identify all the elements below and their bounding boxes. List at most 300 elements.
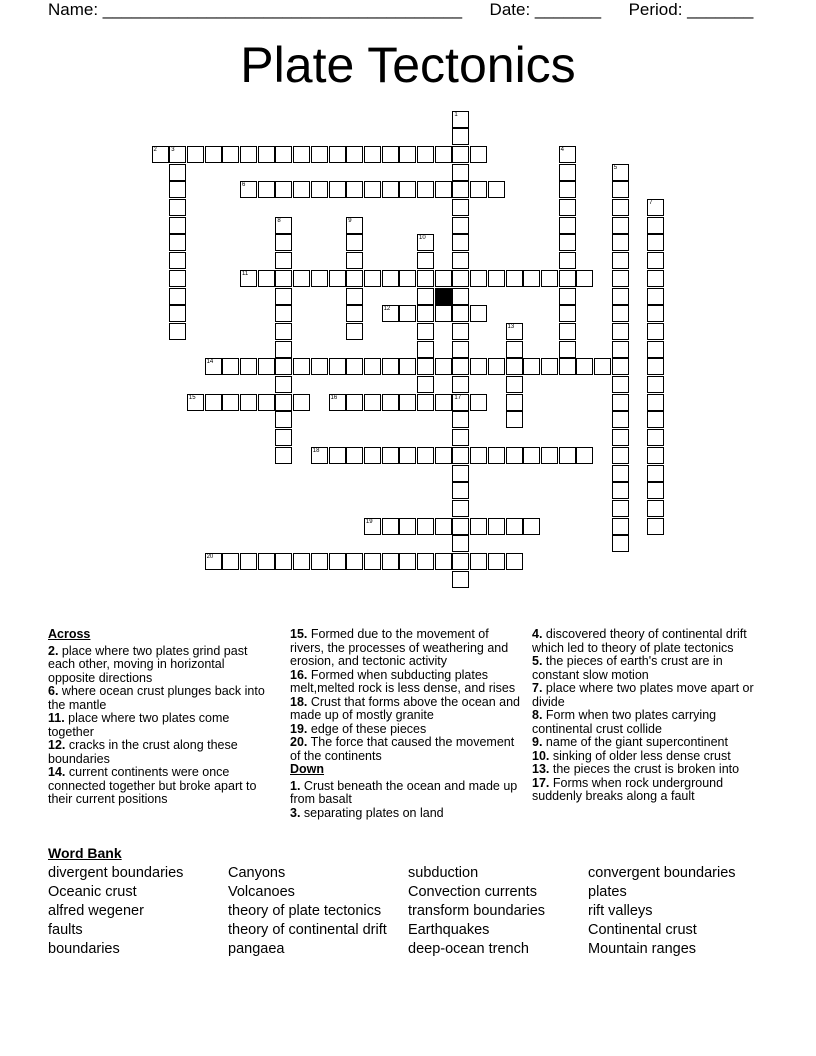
- crossword-cell[interactable]: [559, 341, 576, 358]
- crossword-cell[interactable]: [470, 305, 487, 322]
- crossword-cell[interactable]: [382, 270, 399, 287]
- crossword-cell[interactable]: [470, 146, 487, 163]
- crossword-cell[interactable]: [452, 500, 469, 517]
- crossword-cell[interactable]: [399, 518, 416, 535]
- crossword-cell[interactable]: [452, 553, 469, 570]
- clue-number: 5.: [532, 654, 543, 668]
- crossword-cell[interactable]: [311, 358, 328, 375]
- crossword-cell[interactable]: [329, 181, 346, 198]
- word-bank-column-4: [588, 864, 736, 959]
- crossword-cell[interactable]: [346, 323, 363, 340]
- crossword-cell[interactable]: [612, 217, 629, 234]
- crossword-cell[interactable]: [240, 394, 257, 411]
- crossword-cell[interactable]: [329, 270, 346, 287]
- crossword-cell[interactable]: [293, 181, 310, 198]
- crossword-cell[interactable]: [559, 181, 576, 198]
- crossword-cell[interactable]: [452, 358, 469, 375]
- crossword-cell[interactable]: [612, 535, 629, 552]
- crossword-cell[interactable]: [435, 518, 452, 535]
- crossword-cell[interactable]: [647, 465, 664, 482]
- clues-column-3: [532, 628, 764, 804]
- crossword-cell[interactable]: [523, 518, 540, 535]
- crossword-cell[interactable]: [258, 553, 275, 570]
- crossword-cell[interactable]: [488, 358, 505, 375]
- crossword-cell[interactable]: [452, 111, 469, 128]
- crossword-cell[interactable]: [417, 341, 434, 358]
- crossword-cell[interactable]: [275, 394, 292, 411]
- clue-text: Formed due to the movement of rivers, the processes of weathering and erosion, and tectonic activity: [290, 627, 509, 668]
- clue-number: 4.: [532, 627, 543, 641]
- crossword-cell[interactable]: [559, 288, 576, 305]
- crossword-cell[interactable]: [311, 181, 328, 198]
- crossword-cell[interactable]: [311, 447, 328, 464]
- clue-number: 8.: [532, 708, 543, 722]
- crossword-cell[interactable]: [417, 146, 434, 163]
- crossword-cell[interactable]: [612, 252, 629, 269]
- crossword-cell[interactable]: [364, 518, 381, 535]
- name-field[interactable]: Name: ______________________________________: [48, 0, 463, 19]
- crossword-cell[interactable]: [169, 217, 186, 234]
- crossword-cell[interactable]: [346, 553, 363, 570]
- crossword-cell[interactable]: [452, 518, 469, 535]
- crossword-cell[interactable]: [452, 199, 469, 216]
- crossword-cell[interactable]: [576, 270, 593, 287]
- crossword-cell[interactable]: [612, 288, 629, 305]
- crossword-cell[interactable]: [452, 341, 469, 358]
- crossword-cell[interactable]: [382, 447, 399, 464]
- crossword-cell[interactable]: [523, 447, 540, 464]
- crossword-cell[interactable]: [399, 553, 416, 570]
- crossword-cell[interactable]: [452, 535, 469, 552]
- cell-number: 13: [507, 323, 515, 330]
- crossword-cell[interactable]: [293, 358, 310, 375]
- crossword-cell[interactable]: [452, 181, 469, 198]
- crossword-cell[interactable]: [258, 270, 275, 287]
- crossword-cell[interactable]: [364, 270, 381, 287]
- crossword-cell[interactable]: [169, 323, 186, 340]
- crossword-cell[interactable]: [452, 217, 469, 234]
- across-clue: [290, 628, 522, 669]
- crossword-cell[interactable]: [399, 146, 416, 163]
- crossword-cell[interactable]: [647, 217, 664, 234]
- crossword-cell[interactable]: [399, 181, 416, 198]
- crossword-cell[interactable]: [329, 447, 346, 464]
- crossword-cell[interactable]: [293, 553, 310, 570]
- clue-text: name of the giant supercontinent: [542, 735, 728, 749]
- crossword-cell[interactable]: [612, 270, 629, 287]
- crossword-cell[interactable]: [275, 323, 292, 340]
- blocked-cell: [435, 288, 452, 305]
- crossword-cell[interactable]: [506, 411, 523, 428]
- clue-number: 19.: [290, 721, 308, 736]
- crossword-cell[interactable]: [346, 394, 363, 411]
- crossword-cell[interactable]: [205, 553, 222, 570]
- crossword-cell[interactable]: [612, 518, 629, 535]
- crossword-cell[interactable]: [612, 164, 629, 181]
- crossword-cell[interactable]: [612, 482, 629, 499]
- crossword-cell[interactable]: [576, 358, 593, 375]
- crossword-cell[interactable]: [452, 128, 469, 145]
- crossword-cell[interactable]: [382, 146, 399, 163]
- crossword-cell[interactable]: [346, 447, 363, 464]
- crossword-cell[interactable]: [541, 358, 558, 375]
- crossword-cell[interactable]: [346, 234, 363, 251]
- crossword-cell[interactable]: [258, 358, 275, 375]
- crossword-cell[interactable]: [506, 323, 523, 340]
- crossword-cell[interactable]: [169, 164, 186, 181]
- down-clue: [532, 777, 764, 804]
- crossword-cell[interactable]: [417, 181, 434, 198]
- crossword-cell[interactable]: [275, 288, 292, 305]
- crossword-cell[interactable]: [541, 447, 558, 464]
- crossword-cell[interactable]: [435, 394, 452, 411]
- crossword-cell[interactable]: [311, 146, 328, 163]
- cell-number: 8: [277, 217, 281, 224]
- crossword-cell[interactable]: [329, 394, 346, 411]
- crossword-cell[interactable]: [647, 394, 664, 411]
- crossword-cell[interactable]: [470, 394, 487, 411]
- crossword-cell[interactable]: [559, 447, 576, 464]
- crossword-cell[interactable]: [452, 234, 469, 251]
- crossword-cell[interactable]: [470, 518, 487, 535]
- crossword-cell[interactable]: [222, 394, 239, 411]
- clue-text: Forms when rock underground suddenly breaks along a fault: [532, 775, 724, 803]
- crossword-cell[interactable]: [293, 270, 310, 287]
- crossword-cell[interactable]: [452, 146, 469, 163]
- crossword-cell[interactable]: [559, 199, 576, 216]
- crossword-cell[interactable]: [417, 394, 434, 411]
- crossword-cell[interactable]: [152, 146, 169, 163]
- clue-text: Form when two plates carrying continental crust collide: [532, 708, 717, 736]
- crossword-cell[interactable]: [452, 429, 469, 446]
- crossword-cell[interactable]: [647, 518, 664, 535]
- crossword-cell[interactable]: [559, 164, 576, 181]
- crossword-cell[interactable]: [647, 234, 664, 251]
- crossword-cell[interactable]: [559, 252, 576, 269]
- crossword-cell[interactable]: [417, 305, 434, 322]
- crossword-cell[interactable]: [559, 146, 576, 163]
- crossword-cell[interactable]: [417, 234, 434, 251]
- crossword-cell[interactable]: [612, 305, 629, 322]
- clue-text: edge of these pieces: [307, 721, 427, 736]
- crossword-cell[interactable]: [452, 376, 469, 393]
- crossword-cell[interactable]: [275, 181, 292, 198]
- crossword-cell[interactable]: [647, 358, 664, 375]
- crossword-cell[interactable]: [452, 394, 469, 411]
- crossword-cell[interactable]: [612, 500, 629, 517]
- crossword-cell[interactable]: [275, 376, 292, 393]
- crossword-cell[interactable]: [452, 288, 469, 305]
- crossword-cell[interactable]: [258, 394, 275, 411]
- crossword-cell[interactable]: [399, 305, 416, 322]
- word-bank-item: faults: [48, 922, 83, 938]
- crossword-cell[interactable]: [417, 518, 434, 535]
- crossword-cell[interactable]: [435, 358, 452, 375]
- crossword-cell[interactable]: [647, 270, 664, 287]
- crossword-cell[interactable]: [452, 164, 469, 181]
- crossword-cell[interactable]: [452, 305, 469, 322]
- clue-number: 10.: [532, 748, 550, 763]
- crossword-cell[interactable]: [399, 270, 416, 287]
- crossword-cell[interactable]: [435, 447, 452, 464]
- crossword-cell[interactable]: [205, 358, 222, 375]
- crossword-cell[interactable]: [612, 181, 629, 198]
- crossword-cell[interactable]: [612, 358, 629, 375]
- across-clue: [48, 739, 273, 766]
- crossword-cell[interactable]: [417, 323, 434, 340]
- crossword-cell[interactable]: [364, 181, 381, 198]
- clue-text: place where two plates move apart or divide: [532, 681, 754, 709]
- crossword-cell[interactable]: [470, 447, 487, 464]
- crossword-cell[interactable]: [612, 341, 629, 358]
- crossword-cell[interactable]: [346, 288, 363, 305]
- crossword-cell[interactable]: [417, 270, 434, 287]
- crossword-cell[interactable]: [488, 447, 505, 464]
- crossword-cell[interactable]: [222, 146, 239, 163]
- crossword-cell[interactable]: [647, 288, 664, 305]
- crossword-cell[interactable]: [346, 217, 363, 234]
- clue-number: 17.: [532, 775, 550, 790]
- crossword-cell[interactable]: [169, 199, 186, 216]
- crossword-cell[interactable]: [382, 553, 399, 570]
- crossword-cell[interactable]: [488, 553, 505, 570]
- crossword-cell[interactable]: [169, 270, 186, 287]
- crossword-cell[interactable]: [417, 447, 434, 464]
- clue-number: 16.: [290, 667, 308, 682]
- crossword-cell[interactable]: [488, 181, 505, 198]
- crossword-cell[interactable]: [470, 358, 487, 375]
- cell-number: 12: [383, 306, 391, 313]
- crossword-cell[interactable]: [205, 146, 222, 163]
- crossword-cell[interactable]: [346, 181, 363, 198]
- crossword-cell[interactable]: [293, 394, 310, 411]
- crossword-cell[interactable]: [258, 146, 275, 163]
- clue-text: where ocean crust plunges back into the mantle: [48, 684, 265, 712]
- crossword-cell[interactable]: [417, 288, 434, 305]
- crossword-cell[interactable]: [205, 394, 222, 411]
- crossword-cell[interactable]: [382, 305, 399, 322]
- crossword-cell[interactable]: [647, 482, 664, 499]
- crossword-cell[interactable]: [169, 252, 186, 269]
- crossword-cell[interactable]: [346, 358, 363, 375]
- crossword-cell[interactable]: [346, 270, 363, 287]
- crossword-cell[interactable]: [382, 358, 399, 375]
- crossword-cell[interactable]: [329, 358, 346, 375]
- crossword-cell[interactable]: [647, 500, 664, 517]
- crossword-cell[interactable]: [169, 181, 186, 198]
- crossword-cell[interactable]: [382, 181, 399, 198]
- clue-number: 3.: [290, 805, 301, 820]
- crossword-cell[interactable]: [647, 341, 664, 358]
- crossword-cell[interactable]: [258, 181, 275, 198]
- crossword-cell[interactable]: [222, 358, 239, 375]
- crossword-cell[interactable]: [559, 234, 576, 251]
- crossword-cell[interactable]: [346, 146, 363, 163]
- crossword-cell[interactable]: [364, 394, 381, 411]
- crossword-cell[interactable]: [559, 323, 576, 340]
- crossword-cell[interactable]: [612, 199, 629, 216]
- crossword-cell[interactable]: [435, 553, 452, 570]
- crossword-cell[interactable]: [382, 518, 399, 535]
- crossword-cell[interactable]: [275, 234, 292, 251]
- crossword-cell[interactable]: [541, 270, 558, 287]
- clue-text: separating plates on land: [300, 805, 444, 820]
- crossword-cell[interactable]: [399, 447, 416, 464]
- crossword-cell[interactable]: [329, 146, 346, 163]
- crossword-cell[interactable]: [612, 376, 629, 393]
- word-bank-item: convergent boundaries: [588, 865, 736, 881]
- word-bank-item: pangaea: [228, 941, 285, 957]
- page-title: Plate Tectonics: [240, 37, 576, 93]
- clue-text: Crust beneath the ocean and made up from basalt: [290, 778, 518, 806]
- crossword-cell[interactable]: [187, 146, 204, 163]
- word-bank-item: theory of plate tectonics: [228, 903, 382, 919]
- crossword-cell[interactable]: [329, 553, 346, 570]
- word-bank-item: plates: [588, 884, 627, 900]
- crossword-cell[interactable]: [275, 341, 292, 358]
- crossword-cell[interactable]: [647, 376, 664, 393]
- crossword-cell[interactable]: [506, 376, 523, 393]
- crossword-cell[interactable]: [506, 518, 523, 535]
- crossword-cell[interactable]: [240, 146, 257, 163]
- crossword-cell[interactable]: [399, 358, 416, 375]
- crossword-cell[interactable]: [169, 288, 186, 305]
- crossword-cell[interactable]: [452, 447, 469, 464]
- crossword-cell[interactable]: [364, 447, 381, 464]
- crossword-cell[interactable]: [506, 270, 523, 287]
- crossword-cell[interactable]: [364, 146, 381, 163]
- crossword-cell[interactable]: [647, 447, 664, 464]
- crossword-cell[interactable]: [506, 553, 523, 570]
- word-bank-column-1: [48, 864, 183, 959]
- crossword-cell[interactable]: [275, 553, 292, 570]
- crossword-cell[interactable]: [240, 358, 257, 375]
- crossword-cell[interactable]: [275, 146, 292, 163]
- crossword-cell[interactable]: [452, 323, 469, 340]
- crossword-cell[interactable]: [612, 411, 629, 428]
- crossword-cell[interactable]: [470, 181, 487, 198]
- crossword-cell[interactable]: [275, 429, 292, 446]
- down-clue: [532, 682, 764, 709]
- crossword-cell[interactable]: [559, 305, 576, 322]
- clue-number: 18.: [290, 694, 308, 709]
- crossword-cell[interactable]: [647, 199, 664, 216]
- crossword-cell[interactable]: [612, 323, 629, 340]
- crossword-cell[interactable]: [612, 465, 629, 482]
- crossword-cell[interactable]: [452, 465, 469, 482]
- date-field[interactable]: Date: _______: [489, 0, 602, 19]
- crossword-cell[interactable]: [417, 252, 434, 269]
- crossword-cell[interactable]: [275, 358, 292, 375]
- crossword-cell[interactable]: [488, 518, 505, 535]
- crossword-cell[interactable]: [612, 429, 629, 446]
- crossword-cell[interactable]: [647, 305, 664, 322]
- crossword-cell[interactable]: [576, 447, 593, 464]
- down-clue: [290, 780, 522, 807]
- crossword-cell[interactable]: [612, 447, 629, 464]
- crossword-cell[interactable]: [435, 270, 452, 287]
- crossword-cell[interactable]: [417, 553, 434, 570]
- clue-text: discovered theory of continental drift which led to theory of plate tectonics: [532, 627, 747, 655]
- crossword-cell[interactable]: [169, 146, 186, 163]
- crossword-cell[interactable]: [311, 553, 328, 570]
- crossword-cell[interactable]: [293, 146, 310, 163]
- crossword-cell[interactable]: [559, 270, 576, 287]
- crossword-cell[interactable]: [612, 234, 629, 251]
- crossword-cell[interactable]: [275, 217, 292, 234]
- crossword-cell[interactable]: [523, 270, 540, 287]
- period-field[interactable]: Period: _______: [628, 0, 754, 19]
- crossword-cell[interactable]: [647, 429, 664, 446]
- word-bank-heading: Word Bank: [48, 845, 122, 861]
- clue-text: the pieces of earth's crust are in constant slow motion: [532, 654, 723, 682]
- crossword-cell[interactable]: [435, 146, 452, 163]
- crossword-cell[interactable]: [559, 217, 576, 234]
- crossword-cell[interactable]: [346, 252, 363, 269]
- crossword-cell[interactable]: [417, 376, 434, 393]
- crossword-cell[interactable]: [169, 234, 186, 251]
- crossword-cell[interactable]: [435, 181, 452, 198]
- crossword-cell[interactable]: [488, 270, 505, 287]
- crossword-cell[interactable]: [240, 181, 257, 198]
- clue-text: Crust that forms above the ocean and made up of mostly granite: [290, 694, 521, 722]
- crossword-cell[interactable]: [275, 411, 292, 428]
- crossword-cell[interactable]: [647, 252, 664, 269]
- crossword-cell[interactable]: [470, 270, 487, 287]
- word-bank-item: rift valleys: [588, 903, 653, 919]
- crossword-cell[interactable]: [506, 447, 523, 464]
- crossword-cell[interactable]: [346, 305, 363, 322]
- crossword-cell[interactable]: [452, 270, 469, 287]
- crossword-cell[interactable]: [311, 270, 328, 287]
- crossword-cell[interactable]: [470, 553, 487, 570]
- crossword-cell[interactable]: [275, 305, 292, 322]
- crossword-cell[interactable]: [417, 358, 434, 375]
- crossword-cell[interactable]: [435, 305, 452, 322]
- crossword-cell[interactable]: [523, 358, 540, 375]
- word-bank-item: subduction: [408, 865, 479, 881]
- crossword-cell[interactable]: [506, 358, 523, 375]
- cell-number: 6: [242, 182, 246, 189]
- crossword-cell[interactable]: [364, 358, 381, 375]
- clue-number: 6.: [48, 684, 59, 698]
- crossword-cell[interactable]: [275, 252, 292, 269]
- clue-number: 12.: [48, 738, 66, 752]
- crossword-cell[interactable]: [169, 305, 186, 322]
- crossword-cell[interactable]: [612, 394, 629, 411]
- crossword-cell[interactable]: [452, 571, 469, 588]
- crossword-cell[interactable]: [187, 394, 204, 411]
- crossword-cell[interactable]: [240, 553, 257, 570]
- crossword-cell[interactable]: [275, 447, 292, 464]
- crossword-cell[interactable]: [382, 394, 399, 411]
- crossword-cell[interactable]: [506, 341, 523, 358]
- crossword-cell[interactable]: [559, 358, 576, 375]
- crossword-cell[interactable]: [452, 252, 469, 269]
- crossword-cell[interactable]: [240, 270, 257, 287]
- crossword-cell[interactable]: [647, 411, 664, 428]
- crossword-cell[interactable]: [275, 270, 292, 287]
- crossword-cell[interactable]: [647, 323, 664, 340]
- crossword-cell[interactable]: [506, 394, 523, 411]
- crossword-cell[interactable]: [594, 358, 611, 375]
- crossword-cell[interactable]: [452, 411, 469, 428]
- crossword-cell[interactable]: [364, 553, 381, 570]
- word-bank-item: divergent boundaries: [48, 865, 184, 881]
- crossword-cell[interactable]: [399, 394, 416, 411]
- crossword-cell[interactable]: [222, 553, 239, 570]
- crossword-cell[interactable]: [452, 482, 469, 499]
